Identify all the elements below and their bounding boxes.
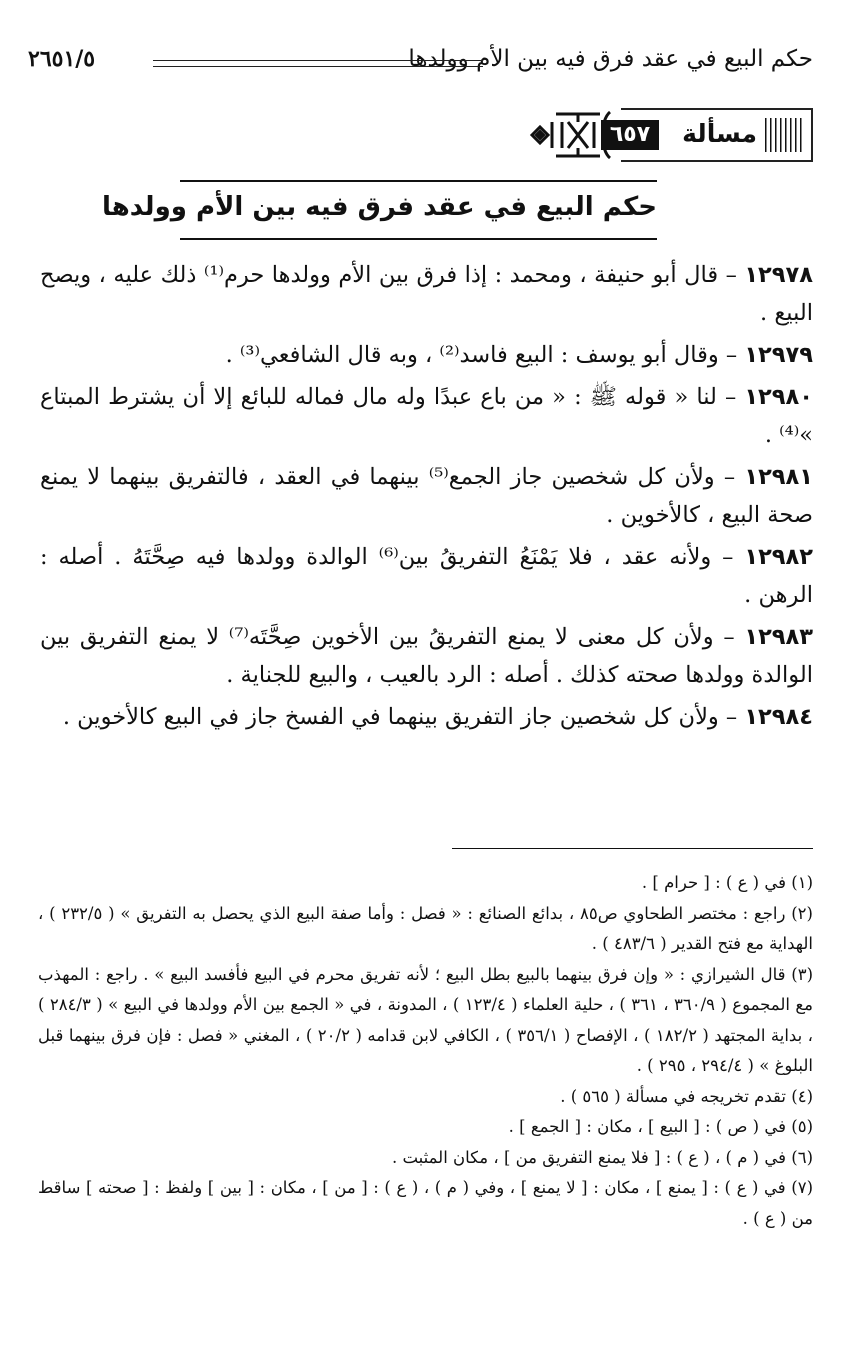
issue-banner	[528, 108, 813, 162]
body-text	[40, 256, 813, 740]
footnote: (٦) في ( م ) ، ( ع ) : [ فلا يمنع التفريق من ] ، مكان المثبت .	[391, 1147, 813, 1167]
issue-label: مسألة	[682, 119, 757, 148]
paragraph-number: ١٢٩٧٨	[744, 262, 813, 288]
paragraph	[40, 378, 813, 454]
issue-number: ٦٥٧	[601, 120, 659, 150]
paragraph-text: – ولأن كل شخصين جاز الجمع⁽⁵⁾ بينهما في العقد ، فالتفريق بينهما لا يمنع صحة البيع ، كالأخوين .	[40, 464, 813, 528]
footnote: (٥) في ( ص ) : [ البيع ] ، مكان : [ الجمع ] .	[508, 1117, 813, 1136]
footnote-divider	[452, 848, 813, 849]
paragraph-text: – ولأنه عقد ، فلا يَمْنَعُ التفريقُ بين⁽⁶⁾ الوالدة وولدها فيه صِحَّتَهُ . أصله : الرهن .	[40, 544, 813, 608]
footnote: (٢) راجع : مختصر الطحاوي ص٨٥ ، بدائع الصنائع : « فصل : وأما صفة البيع الذي يحصل به التفريق » ( ٢٣٢/٥ ) ، الهداية مع فتح القدير ( ٤٨٣/٦ ) .	[38, 903, 813, 953]
paragraph	[40, 698, 813, 736]
paragraph-text: – قال أبو حنيفة ، ومحمد : إذا فرق بين الأم وولدها حرم⁽¹⁾ ذلك عليه ، ويصح البيع .	[40, 262, 813, 326]
paragraph-number: ١٢٩٨٣	[744, 624, 814, 650]
footnote: (٤) تقدم تخريجه في مسألة ( ٥٦٥ ) .	[560, 1086, 813, 1106]
footnote: (٧) في ( ع ) : [ يمنع ] ، مكان : [ لا يمنع ] ، وفي ( م ) ، ( ع ) : [ من ] ، مكان : [ بين ] ولفظ : [ صحته ] ساقط من ( ع ) .	[38, 1178, 813, 1228]
header-rule	[153, 60, 483, 67]
paragraph-text: – ولأن كل شخصين جاز التفريق بينهما في الفسخ جاز في البيع كالأخوين .	[62, 704, 738, 730]
paragraph	[40, 336, 813, 374]
paragraph-number: ١٢٩٧٩	[744, 342, 813, 368]
paragraph	[40, 618, 813, 694]
paragraph-number: ١٢٩٨٢	[744, 544, 814, 570]
paragraph	[40, 458, 813, 534]
footnote: (٣) قال الشيرازي : « وإن فرق بينهما بالبيع بطل البيع ؛ لأنه تفريق محرم في البيع فأفسد البيع » . راجع : المهذب مع المجموع ( ٣٦٠/٩ ، ٣٦١ ) ، حلية العلماء ( ١٢٣/٤ ) ، المدونة ، في « الجمع بين الأم وولدها في البيع » ( ٢٨٤/٣ ) ، بداية المجتهد ( ١٨٢/٢ ) ، الإفصاح ( ٣٥٦/١ ) ، الكافي لابن قدامه ( ٢٠/٢ ) ، المغني « فصل : فإن فرق بينهما قبل البلوغ » ( ٢٩٤/٤ ، ٢٩٥ ) .	[38, 964, 813, 1075]
paragraph	[40, 538, 813, 614]
paragraph-text: – ولأن كل معنى لا يمنع التفريقُ بين الأخوين صِحَّتَه⁽⁷⁾ لا يمنع التفريق بين الوالدة وولدها صحته كذلك . أصله : الرد بالعيب ، والبيع للجناية .	[40, 624, 813, 688]
paragraph-number: ١٢٩٨٠	[744, 384, 813, 410]
running-header	[28, 38, 813, 88]
page-number: ٢٦٥١/٥	[28, 46, 96, 72]
footnotes	[38, 868, 813, 1234]
paragraph	[40, 256, 813, 332]
running-title: حكم البيع في عقد فرق فيه بين الأم وولدها	[408, 46, 813, 72]
hatch-decoration	[765, 118, 805, 152]
paragraph-number: ١٢٩٨١	[744, 464, 814, 490]
paragraph-text: – وقال أبو يوسف : البيع فاسد⁽²⁾ ، وبه قال الشافعي⁽³⁾ .	[225, 342, 738, 368]
paragraph-text: – لنا « قوله ﷺ : « من باع عبدًا وله مال فماله للبائع إلا أن يشترط المبتاع »⁽⁴⁾ .	[40, 384, 813, 448]
section-title: حكم البيع في عقد فرق فيه بين الأم وولدها	[102, 192, 657, 222]
footnote: (١) في ( ع ) : [ حرام ] .	[641, 873, 813, 892]
paragraph-number: ١٢٩٨٤	[744, 704, 813, 730]
section-title-box	[102, 180, 657, 240]
issue-box	[609, 108, 813, 162]
